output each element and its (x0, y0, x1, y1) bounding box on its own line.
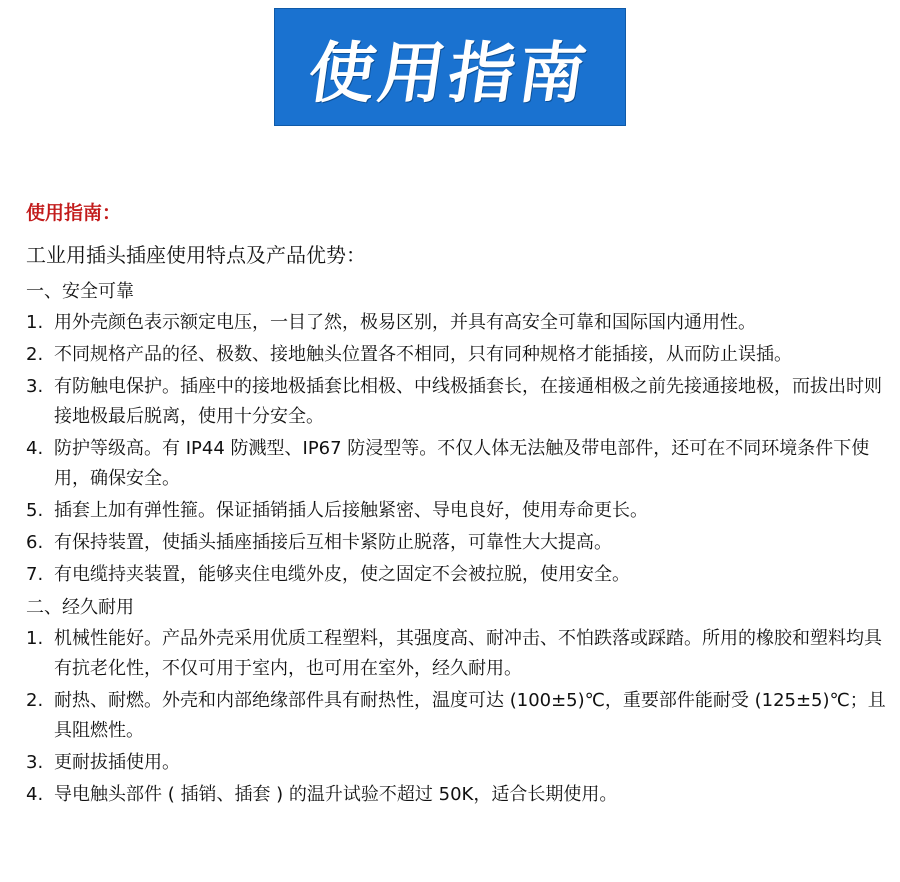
section-heading: 二、经久耐用 (26, 597, 134, 618)
item-number: 4. (26, 784, 44, 805)
item-number: 7. (26, 564, 44, 585)
item-number: 3. (26, 752, 44, 773)
item-text: 导电触头部件 ( 插销、插套 ) 的温升试验不超过 50K，适合长期使用。 (54, 784, 618, 805)
item-number: 1. (26, 628, 44, 649)
guide-subtitle: 工业用插头插座使用特点及产品优势： (26, 243, 366, 267)
list-item (26, 434, 886, 494)
section-safety (26, 276, 886, 590)
item-text: 不同规格产品的径、极数、接地触头位置各不相同，只有同种规格才能插接，从而防止误插。 (54, 344, 792, 365)
list-item (26, 686, 886, 746)
item-number: 2. (26, 344, 44, 365)
item-text: 耐热、耐燃。外壳和内部绝缘部件具有耐热性，温度可达 (100±5)℃，重要部件能耐受 (125±5)℃；且具阻燃性。 (54, 690, 886, 741)
section-item-list (26, 308, 886, 590)
item-number: 4. (26, 438, 44, 459)
list-item (26, 372, 886, 432)
item-number: 6. (26, 532, 44, 553)
guide-content (26, 196, 886, 812)
item-text: 更耐拔插使用。 (54, 752, 180, 773)
list-item (26, 496, 886, 526)
section-durability (26, 592, 886, 810)
item-text: 有防触电保护。插座中的接地极插套比相极、中线极插套长，在接通相极之前先接通接地极，而拔出时则接地极最后脱离，使用十分安全。 (54, 376, 882, 427)
item-number: 5. (26, 500, 44, 521)
item-text: 有电缆持夹装置，能够夹住电缆外皮，使之固定不会被拉脱，使用安全。 (54, 564, 630, 585)
list-item (26, 308, 886, 338)
list-item (26, 528, 886, 558)
item-text: 机械性能好。产品外壳采用优质工程塑料，其强度高、耐冲击、不怕跌落或踩踏。所用的橡胶和塑料均具有抗老化性，不仅可用于室内，也可用在室外，经久耐用。 (54, 628, 882, 679)
section-item-list (26, 624, 886, 810)
item-number: 1. (26, 312, 44, 333)
list-item (26, 624, 886, 684)
item-text: 插套上加有弹性箍。保证插销插人后接触紧密、导电良好，使用寿命更长。 (54, 500, 648, 521)
item-number: 2. (26, 690, 44, 711)
item-number: 3. (26, 376, 44, 397)
section-heading: 一、安全可靠 (26, 281, 134, 302)
item-text: 用外壳颜色表示额定电压，一目了然，极易区别，并具有高安全可靠和国际国内通用性。 (54, 312, 756, 333)
banner-title: 使用指南 (303, 33, 595, 112)
list-item (26, 748, 886, 778)
item-text: 防护等级高。有 IP44 防溅型、IP67 防浸型等。不仅人体无法触及带电部件，还可在不同环境条件下使用，确保安全。 (54, 438, 870, 489)
title-banner (274, 8, 626, 126)
list-item (26, 560, 886, 590)
item-text: 有保持装置，使插头插座插接后互相卡紧防止脱落，可靠性大大提高。 (54, 532, 612, 553)
guide-title: 使用指南： (26, 202, 122, 224)
list-item (26, 780, 886, 810)
list-item (26, 340, 886, 370)
